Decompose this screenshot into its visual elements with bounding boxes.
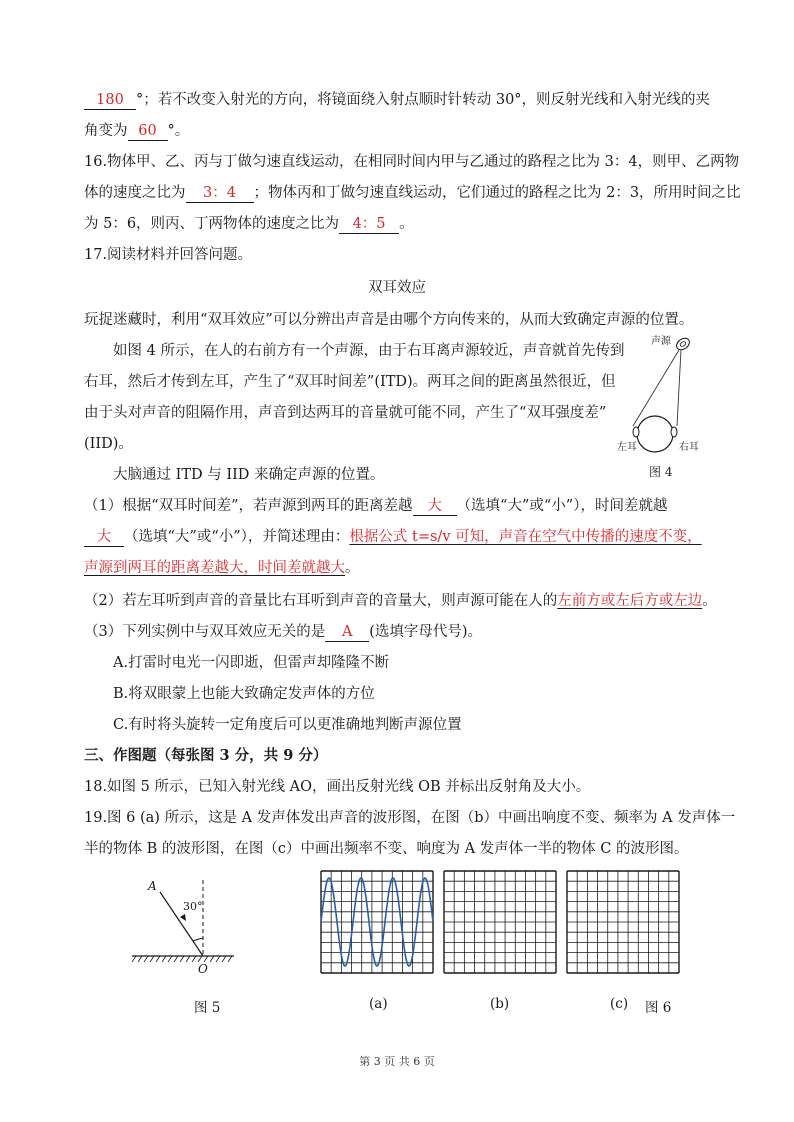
- q17-sub1-line2: [84, 527, 702, 547]
- speaker-icon: [674, 336, 691, 352]
- figure-6-caption: 图 6: [645, 1000, 672, 1016]
- text: 。: [399, 216, 414, 232]
- section-3-heading: 三、作图题（每张图 3 分，共 9 分）: [84, 747, 328, 764]
- waveform-grid-a: [320, 870, 434, 974]
- q17-paragraph2-line4: (IID)。: [84, 436, 133, 452]
- angle-arc: [193, 938, 203, 941]
- text: （选填“大”或“小”），并简述理由：: [124, 529, 350, 545]
- text: ；物体丙和丁做匀速直线运动，它们通过的路程之比为 2：3，所用时间之比: [253, 185, 741, 201]
- point-o-label: O: [198, 962, 208, 976]
- waveform-grid-b: [443, 870, 557, 974]
- figure-5-caption: 图 5: [194, 1000, 221, 1016]
- text: 体的速度之比为: [84, 185, 186, 201]
- answer-blank: 180: [84, 92, 136, 110]
- left-ear-label: 左耳: [617, 442, 637, 453]
- head-circle: [637, 416, 673, 452]
- point-a-label: A: [148, 879, 157, 893]
- waveform-grid-c: [566, 870, 680, 974]
- q18: 18.如图 5 所示，已知入射光线 AO，画出反射光线 OB 并标出反射角及大小。: [84, 779, 591, 795]
- left-ear-shape: [633, 427, 639, 437]
- q17-paragraph2-line1: 如图 4 所示，在人的右前方有一个声源，由于右耳离声源较近，声音就首先传到: [113, 343, 625, 359]
- q17-paragraph2-line2: 右耳，然后才传到左耳，产生了“双耳时间差”(ITD)。两耳之间的距离虽然很近，但: [84, 374, 616, 390]
- answer-blank: 大: [413, 498, 457, 516]
- q15-line1: [84, 90, 710, 110]
- answer-blank: 60: [128, 123, 168, 141]
- path-to-right-ear: [677, 350, 681, 426]
- option-a: A.打雷时电光一闪即逝，但雷声却隆隆不断: [113, 655, 390, 671]
- q17-paragraph2-line3: 由于头对声音的阻隔作用，声音到达两耳的音量就可能不同，产生了“双耳强度差”: [84, 405, 607, 421]
- figure-5-diagram: [128, 872, 238, 980]
- text: （3）下列实例中与双耳效应无关的是: [84, 624, 326, 640]
- q15-line2: [84, 121, 189, 141]
- text: 。: [345, 560, 360, 576]
- text: 。: [702, 593, 717, 609]
- text: °。: [167, 123, 190, 139]
- ray-arrowhead: [180, 914, 186, 921]
- q17-intro: 17.阅读材料并回答问题。: [84, 247, 253, 263]
- answer-blank: 3：4: [186, 185, 254, 203]
- answer-blank: A: [325, 624, 369, 642]
- q19-line1: 19.图 6 (a) 所示，这是 A 发声体发出声音的波形图，在图（b）中画出响度不变、频率为 A 发声体一: [84, 810, 736, 826]
- answer-blank: 大: [84, 529, 124, 547]
- text: 为 5：6，则丙、丁两物体的速度之比为: [84, 216, 340, 232]
- answer-blank: 4：5: [339, 216, 399, 234]
- right-ear-label: 右耳: [679, 442, 699, 453]
- text: （选填“大”或“小”），时间差就越: [456, 498, 668, 514]
- q16-line3: [84, 214, 414, 234]
- answer-blank: 左前方或左后方或左边: [557, 593, 703, 609]
- q16-line2: [84, 183, 741, 203]
- answer-reason-cont: 声源到两耳的距离差越大，时间差就越大: [84, 560, 345, 576]
- angle-label: 30°: [183, 900, 203, 913]
- path-to-left-ear: [633, 350, 679, 426]
- answer-reason: 根据公式 t=s/v 可知，声音在空气中传播的速度不变，: [349, 529, 702, 545]
- mirror-hatching: [132, 956, 232, 962]
- figure-6a-caption: (a): [369, 996, 388, 1012]
- article-title: 双耳效应: [368, 280, 426, 296]
- q17-paragraph3: 大脑通过 ITD 与 IID 来确定声源的位置。: [113, 467, 385, 483]
- sound-source-label: 声源: [651, 336, 671, 347]
- q17-sub1-line3: [84, 558, 360, 578]
- text: （2）若左耳听到声音的音量比右耳听到声音的音量大，则声源可能在人的: [84, 593, 558, 609]
- q17-sub1-line1: [84, 496, 667, 516]
- q17-sub3: [84, 622, 482, 642]
- text: （1）根据“双耳时间差”，若声源到两耳的距离差越: [84, 498, 413, 514]
- text: °；若不改变入射光的方向，将镜面绕入射点顺时针转动 30°，则反射光线和入射光线的夹: [136, 92, 711, 108]
- option-b: B.将双眼蒙上也能大致确定发声体的方位: [113, 686, 375, 702]
- figure-4-caption: 图 4: [649, 465, 673, 479]
- figure-6c-caption: (c): [610, 996, 629, 1012]
- right-ear-shape: [671, 427, 677, 437]
- q19-line2: 半的物体 B 的波形图，在图（c）中画出频率不变、响度为 A 发声体一半的物体 C 的波形图。: [84, 841, 689, 857]
- text: 角变为: [84, 123, 128, 139]
- figure-6b-caption: (b): [490, 996, 510, 1012]
- text: (选填字母代号)。: [369, 624, 483, 640]
- option-c: C.有时将头旋转一定角度后可以更准确地判断声源位置: [113, 717, 462, 733]
- q16-line1: 16.物体甲、乙、丙与丁做匀速直线运动，在相同时间内甲与乙通过的路程之比为 3：4，则甲、乙两物: [84, 154, 740, 170]
- q17-sub2: [84, 591, 717, 611]
- page-footer: 第 3 页 共 6 页: [359, 1055, 435, 1068]
- figure-4-diagram: [605, 330, 725, 480]
- q17-paragraph1: 玩捉迷藏时，利用“双耳效应”可以分辨出声音是由哪个方向传来的，从而大致确定声源的位置。: [84, 312, 694, 328]
